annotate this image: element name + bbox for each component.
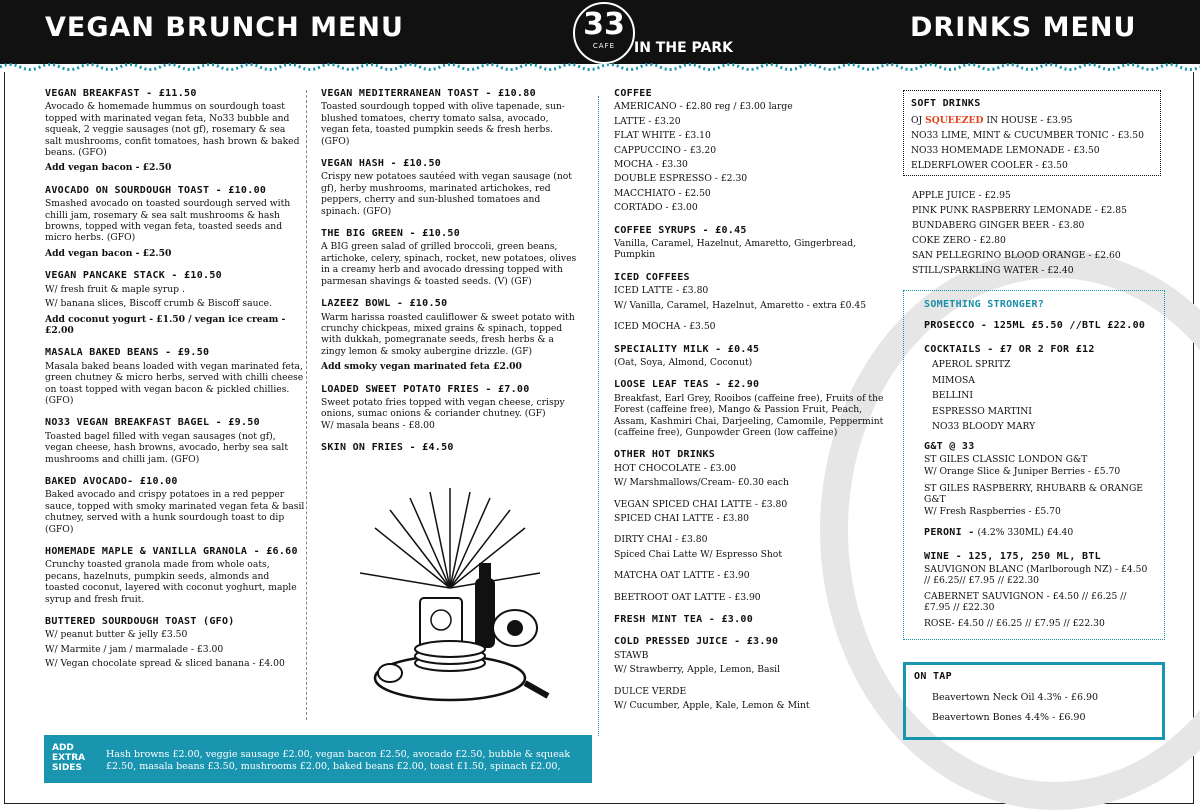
item-title: OTHER HOT DRINKS — [614, 449, 716, 461]
item-title: COFFEE — [614, 88, 652, 99]
extras-label: ADD EXTRA SIDES — [52, 743, 86, 773]
in-the-park-label: IN THE PARK — [634, 40, 733, 56]
item-line: W/ Marshmallows/Cream- £0.30 each — [614, 477, 789, 489]
peroni-line — [924, 527, 1160, 538]
drinks-menu-title: DRINKS MENU — [910, 12, 1137, 43]
item-description: A BIG green salad of grilled broccoli, green beans, artichoke, celery, spinach, rocket, new potatoes, olives in a creamy herb and avocado dressing topped with parmesan shavings & toasted seeds. (V) (GF) — [321, 241, 577, 287]
cocktail-item: ESPRESSO MARTINI — [932, 405, 1032, 417]
peroni-detail: (4.2% 330ML) £4.40 — [974, 527, 1074, 539]
cafe-logo — [573, 2, 635, 64]
gt-title: G&T @ 33 — [924, 440, 975, 452]
on-tap-box — [903, 662, 1165, 740]
item-title: SKIN ON FRIES - £4.50 — [321, 442, 454, 454]
brunch-column-right — [321, 88, 579, 465]
cocktail-item: BELLINI — [932, 390, 973, 402]
wine-list — [924, 564, 1160, 629]
menu-item — [614, 272, 886, 333]
item-line: W/ Vanilla, Caramel, Hazelnut, Amaretto - extra £0.45 — [614, 299, 867, 311]
item-title: VEGAN BREAKFAST - £11.50 — [45, 88, 197, 99]
item-title: VEGAN HASH - £10.50 — [321, 158, 442, 170]
logo-sub: CAFE — [592, 42, 616, 50]
oj-line — [911, 113, 1153, 128]
soft-drink-line: PINK PUNK RASPBERRY LEMONADE - £2.85 — [912, 205, 1127, 216]
item-line: SPICED CHAI LATTE - £3.80 — [614, 512, 749, 524]
item-description: Crispy new potatoes sautéed with vegan sausage (not gf), herby mushrooms, marinated artichokes, red peppers, cherry and sun-blushed tomatoes and spinach. (GFO) — [321, 171, 572, 217]
wine-line: // £6.25// £7.95 // £22.30 — [924, 575, 1040, 587]
menu-item — [45, 417, 305, 465]
item-title: MASALA BAKED BEANS - £9.50 — [45, 347, 210, 359]
brunch-column-left — [45, 88, 305, 681]
item-description: Masala baked beans loaded with vegan marinated feta, green chutney & micro herbs, served with chilli cheese on toast topped with vegan bacon & pickled chillies. (GFO) — [45, 360, 304, 406]
menu-item — [321, 88, 579, 147]
drinks-column — [614, 88, 886, 722]
gt-line: W/ Fresh Raspberries - £5.70 — [924, 505, 1061, 517]
item-title: LOADED SWEET POTATO FRIES - £7.00 — [321, 383, 530, 395]
menu-item — [614, 88, 886, 214]
soft-drink-line: APPLE JUICE - £2.95 — [912, 190, 1011, 201]
drinks-divider — [598, 96, 599, 736]
menu-item — [321, 298, 579, 372]
item-title: LAZEEZ BOWL - £10.50 — [321, 298, 448, 310]
soft-drinks-box — [903, 90, 1161, 176]
item-title: VEGAN MEDITERRANEAN TOAST - £10.80 — [321, 88, 536, 99]
menu-item — [614, 449, 886, 603]
item-line — [614, 679, 886, 683]
wine-line: £7.95 // £22.30 — [924, 602, 995, 614]
item-line: ICED LATTE - £3.80 — [614, 285, 709, 297]
item-line: W/ masala beans - £8.00 — [321, 419, 435, 431]
item-line: DOUBLE ESPRESSO - £2.30 — [614, 173, 748, 185]
menu-item — [45, 546, 305, 605]
peroni-label: PERONI - — [924, 527, 975, 539]
menu-item — [321, 384, 579, 432]
wine-title: WINE - 125, 175, 250 ML, BTL — [924, 550, 1101, 562]
cocktails-title: COCKTAILS - £7 OR 2 FOR £12 — [924, 343, 1095, 355]
item-description: Warm harissa roasted cauliflower & sweet potato with crunchy chickpeas, mixed grains & spinach, topped with dukkah, pomegranate seeds, fresh herbs & a zingy lemon & smoky aubergine drizzle. (GF) — [321, 311, 575, 357]
prosecco-line: PROSECCO - 125ML £5.50 //BTL £22.00 — [924, 320, 1146, 332]
stronger-content — [924, 299, 1160, 629]
oj-prefix: OJ — [911, 115, 926, 126]
item-line: W/ Marmite / jam / marmalade - £3.00 — [45, 643, 224, 655]
item-description: Sweet potato fries topped with vegan cheese, crispy onions, sumac onions & coriander chutney. (GF) — [321, 396, 565, 420]
item-title: VEGAN PANCAKE STACK - £10.50 — [45, 270, 222, 282]
menu-item — [614, 344, 886, 369]
item-line — [614, 563, 886, 567]
item-line: DULCE VERDE — [614, 685, 687, 697]
item-line: HOT CHOCOLATE - £3.00 — [614, 462, 737, 474]
logo-number: 33 — [583, 7, 625, 42]
wine-line: CABERNET SAUVIGNON - £4.50 // £6.25 // — [924, 590, 1127, 602]
menu-item — [614, 225, 886, 261]
oj-highlight: SQUEEZED — [925, 115, 984, 126]
gt-line: W/ Orange Slice & Juniper Berries - £5.70 — [924, 465, 1121, 477]
item-description: Avocado & homemade hummus on sourdough toast topped with marinated vegan feta, No33 bubble and squeak, 2 veggie sausages (not gf), rosemary & sea salt mushrooms, confit tomatoes, hash brown & baked beans. (GFO) — [45, 101, 300, 159]
item-line: W/ fresh fruit & maple syrup . — [45, 283, 185, 295]
item-addon: Add coconut yogurt - £1.50 / vegan ice cream - £2.00 — [45, 313, 286, 336]
tap-item: Beavertown Neck Oil 4.3% - £6.90 — [932, 692, 1099, 703]
wine-line: ROSE- £4.50 // £6.25 // £7.95 // £22.30 — [924, 617, 1105, 629]
item-description: Toasted sourdough topped with olive tapenade, sun-blushed tomatoes, cherry tomato salsa, avocado, vegan feta, toasted pumpkin seeds & fresh herbs. (GFO) — [321, 101, 565, 147]
item-line: MATCHA OAT LATTE - £3.90 — [614, 570, 750, 582]
column-divider — [306, 90, 307, 720]
cocktail-list — [932, 357, 1160, 435]
item-addon: Add vegan bacon - £2.50 — [45, 162, 172, 174]
menu-item — [45, 476, 305, 535]
soft-drink-line: STILL/SPARKLING WATER - £2.40 — [912, 265, 1074, 276]
menu-item — [321, 442, 579, 453]
menu-item — [614, 636, 886, 711]
soft-drink-line: COKE ZERO - £2.80 — [912, 235, 1006, 246]
item-line — [614, 527, 886, 531]
soft-drink-line: SAN PELLEGRINO BLOOD ORANGE - £2.60 — [912, 250, 1121, 261]
soft-drink-line: NO33 LIME, MINT & CUCUMBER TONIC - £3.50 — [911, 130, 1144, 141]
item-line: AMERICANO - £2.80 reg / £3.00 large — [614, 101, 793, 113]
menu-item — [45, 185, 305, 259]
item-title: NO33 VEGAN BREAKFAST BAGEL - £9.50 — [45, 417, 260, 429]
menu-item — [45, 88, 305, 174]
gt-list — [924, 454, 1160, 517]
item-description: Toasted bagel filled with vegan sausages (not gf), vegan cheese, hash browns, avocado, herby sea salt mushrooms and chilli jam. (GFO) — [45, 430, 289, 465]
gt-line: ST GILES CLASSIC LONDON G&T — [924, 454, 1088, 466]
item-title: HOMEMADE MAPLE & VANILLA GRANOLA - £6.60 — [45, 546, 298, 557]
soft-drink-line: BUNDABERG GINGER BEER - £3.80 — [912, 220, 1085, 231]
item-line: W/ Strawberry, Apple, Lemon, Basil — [614, 664, 781, 676]
soft-drink-line: ELDERFLOWER COOLER - £3.50 — [911, 160, 1068, 171]
menu-item — [45, 347, 305, 406]
item-line: VEGAN SPICED CHAI LATTE - £3.80 — [614, 498, 788, 510]
item-title: AVOCADO ON SOURDOUGH TOAST - £10.00 — [45, 184, 267, 196]
menu-item — [614, 379, 886, 438]
item-line — [614, 492, 886, 496]
menu-item — [45, 270, 305, 336]
gt-line: ST GILES RASPBERRY, RHUBARB & ORANGE G&T — [924, 482, 1144, 506]
item-line: W/ banana slices, Biscoff crumb & Biscoff sauce. — [45, 298, 272, 310]
menu-item — [45, 616, 305, 670]
item-line: CAPPUCCINO - £3.20 — [614, 144, 717, 156]
cocktail-item: APEROL SPRITZ — [932, 359, 1011, 371]
item-line: W/ Cucumber, Apple, Kale, Lemon & Mint — [614, 700, 810, 712]
item-line: W/ peanut butter & jelly £3.50 — [45, 629, 188, 641]
soft-drinks-title: SOFT DRINKS — [911, 98, 981, 109]
item-line: FLAT WHITE - £3.10 — [614, 130, 711, 142]
item-line: (Oat, Soya, Almond, Coconut) — [614, 356, 753, 368]
item-line: W/ Vegan chocolate spread & sliced banana - £4.00 — [45, 658, 285, 670]
item-description: Baked avocado and crispy potatoes in a red pepper sauce, topped with smoky marinated vegan feta & basil chutney, served with a hunk sourdough toast to dip (GFO) — [45, 489, 305, 535]
item-title: BAKED AVOCADO- £10.00 — [45, 475, 178, 487]
soft-drinks-list — [911, 128, 1153, 173]
item-title: FRESH MINT TEA - £3.00 — [614, 614, 754, 625]
item-description: Smashed avocado on toasted sourdough served with chilli jam, rosemary & sea salt mushrooms & hash browns, topped with vegan feta, toasted seeds and micro herbs. (GFO) — [45, 198, 291, 244]
menu-item — [321, 228, 579, 287]
soft-drink-line: NO33 HOMEMADE LEMONADE - £3.50 — [911, 145, 1100, 156]
item-line: MOCHA - £3.30 — [614, 159, 688, 171]
item-line: Breakfast, Earl Grey, Rooibos (caffeine free), Fruits of the Forest (caffeine free), Mango & Passion Fruit, Peach, Assam, Kashmiri Chai, Darjeeling, Camomile, Peppermint (caffeine free), Gunpowder Green (low caffeine) — [614, 392, 884, 438]
item-line: BEETROOT OAT LATTE - £3.90 — [614, 591, 761, 603]
item-description: Crunchy toasted granola made from whole oats, pecans, hazelnuts, pumpkin seeds, almonds and toasted coconut, layered with coconut yoghurt, maple syrup and fresh fruit. — [45, 559, 297, 605]
item-line: DIRTY CHAI - £3.80 — [614, 534, 708, 546]
item-title: COFFEE SYRUPS - £0.45 — [614, 224, 747, 236]
item-addon: Add smoky vegan marinated feta £2.00 — [321, 361, 522, 373]
item-title: COLD PRESSED JUICE - £3.90 — [614, 636, 779, 648]
on-tap-title: ON TAP — [914, 671, 952, 682]
item-title: LOOSE LEAF TEAS - £2.90 — [614, 379, 760, 391]
wine-line: SAUVIGNON BLANC (Marlborough NZ) - £4.50 — [924, 563, 1148, 575]
item-line: LATTE - £3.20 — [614, 115, 681, 127]
on-tap-list — [932, 688, 1154, 728]
item-title: BUTTERED SOURDOUGH TOAST (GFO) — [45, 616, 235, 628]
item-addon: Add vegan bacon - £2.50 — [45, 247, 172, 259]
menu-item — [614, 614, 886, 625]
item-line: Spiced Chai Latte W/ Espresso Shot — [614, 548, 783, 560]
brunch-menu-title: VEGAN BRUNCH MENU — [45, 12, 404, 43]
item-line: STAWB — [614, 649, 649, 661]
tap-item: Beavertown Bones 4.4% - £6.90 — [932, 712, 1086, 723]
something-stronger-box — [903, 290, 1165, 640]
item-title: SPECIALITY MILK - £0.45 — [614, 343, 760, 355]
menu-item — [321, 158, 579, 217]
oj-suffix: IN HOUSE - £3.95 — [983, 115, 1073, 126]
breakfast-illustration — [350, 478, 550, 713]
item-line — [614, 314, 886, 318]
item-line: Vanilla, Caramel, Hazelnut, Amaretto, Gingerbread, Pumpkin — [614, 238, 857, 261]
item-title: ICED COFFEES — [614, 271, 690, 283]
item-line: MACCHIATO - £2.50 — [614, 187, 711, 199]
other-soft-drinks — [912, 188, 1162, 278]
item-line: ICED MOCHA - £3.50 — [614, 321, 716, 333]
stronger-title: SOMETHING STRONGER? — [924, 299, 1045, 310]
item-line: CORTADO - £3.00 — [614, 202, 698, 214]
add-extra-sides-box — [44, 735, 592, 783]
cocktail-item: MIMOSA — [932, 374, 975, 386]
cocktail-item: NO33 BLOODY MARY — [932, 421, 1036, 433]
extras-text: Hash browns £2.00, veggie sausage £2.00, vegan bacon £2.50, avocado £2.50, bubble & squeak £2.50, masala beans £3.50, mushrooms £2.00, baked beans £2.00, toast £1.50, spinach £2.00, — [106, 749, 571, 772]
item-title: THE BIG GREEN - £10.50 — [321, 228, 461, 240]
item-line — [614, 585, 886, 589]
